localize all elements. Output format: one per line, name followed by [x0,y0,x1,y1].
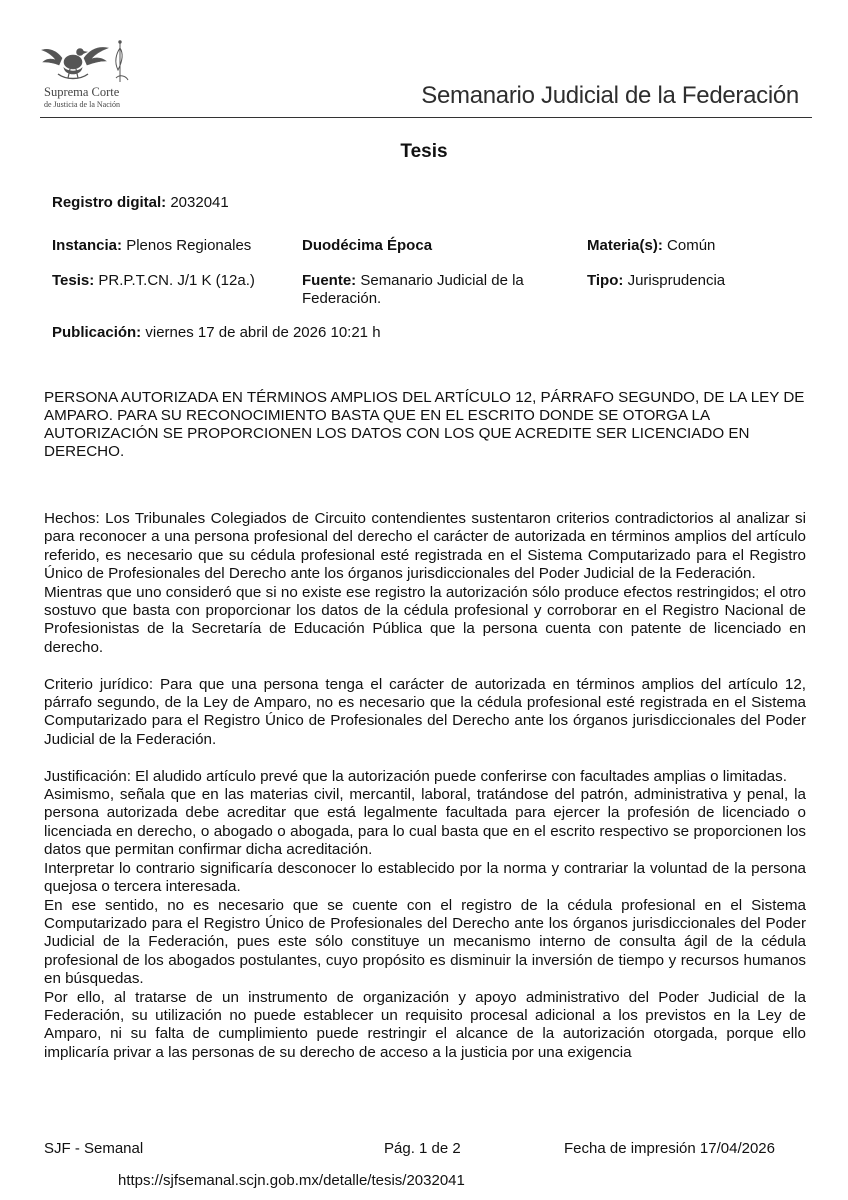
epoca [302,237,432,255]
fuente-value: Semanario Judicial de la Federación. [302,272,524,307]
materia [587,237,715,255]
print-date: Fecha de impresión 17/04/2026 [564,1140,775,1157]
tesis-value: PR.P.T.CN. J/1 K (12a.) [98,272,255,289]
tesis-clave [52,272,255,290]
materia-value: Común [667,237,716,254]
site-title: Semanario Judicial de la Federación [421,82,799,109]
paragraph-hechos: Hechos: Los Tribunales Colegiados de Circuito contendientes sustentaron criterios contradictorios al analizar si para reconocer a una persona profesional del derecho el carácter de autorizada en términos amplios del artículo referido, es necesario que su cédula profesional esté registrada en el Sistema Computarizado para el Registro Único de Profesionales del Derecho ante los órganos jurisdiccionales del Poder Judicial de la Federación. [44,510,806,583]
paragraph-justificacion-2: Asimismo, señala que en las materias civil, mercantil, laboral, tratándose del patrón, administrativa y penal, la persona autorizada debe acreditar que está legalmente facultada para ejercer la profesión de licenciado o licenciada en derecho, o abogado o abogada, para lo cual basta que en el escrito respectivo se proporcionen los datos que permitan confirmar dicha acreditación. [44,786,806,859]
paragraph-justificacion-5: Por ello, al tratarse de un instrumento de organización y apoyo administrativo del Poder Judicial de la Federación, su utilización no puede establecer un requisito procesal adicional a los previstos en la Ley de Amparo, ni su falta de cumplimiento puede restringir el alcance de la autorización otorgada, porque ello implicaría privar a las personas de su derecho de acceso a la justicia por una exigencia [44,988,806,1061]
scjn-logo [40,38,140,118]
materia-label: Materia(s): [587,237,663,254]
instancia-label: Instancia: [52,237,123,254]
paragraph-justificacion: Justificación: El aludido artículo prevé que la autorización puede conferirse con facultades amplias o limitadas. [44,767,787,785]
paragraph-hechos-cont: Mientras que uno consideró que si no existe ese registro la autorización sólo produce efectos restringidos; el otro sostuvo que basta con proporcionar los datos de la cédula profesional y corroborar en el Registro Nacional de Profesionistas de la Secretaría de Educación Pública que la persona cuenta con patente de licenciado en derecho. [44,583,806,656]
tipo [587,272,725,290]
fuente [302,272,572,308]
fuente-label: Fuente: [302,272,357,289]
tipo-label: Tipo: [587,272,624,289]
paragraph-criterio: Criterio jurídico: Para que una persona tenga el carácter de autorizada en términos amplios del artículo 12, párrafo segundo, de la Ley de Amparo, no es necesario que la cédula profesional esté registrada en el Sistema Computarizado para el Registro Único de Profesionales del Derecho ante los órganos jurisdiccionales del Poder Judicial de la Federación. [44,675,806,748]
instancia-value: Plenos Regionales [126,237,252,254]
registro-value: 2032041 [170,194,229,211]
page-number: Pág. 1 de 2 [384,1140,461,1157]
publicacion-label: Publicación: [52,324,142,341]
paragraph-justificacion-4: En ese sentido, no es necesario que se cuente con el registro de la cédula profesional en el Sistema Computarizado para el Registro Único de Profesionales del Derecho ante los órganos jurisdiccionales del Poder Judicial de la Federación, pues este sólo constituye un mecanismo interno de consulta ágil de la cédula profesional de los abogados postulantes, cuyo propósito es disminuir la inversión de tiempo y recursos humanos en búsquedas. [44,896,806,988]
instancia [52,237,251,255]
tipo-value: Jurisprudencia [627,272,726,289]
publicacion-value: viernes 17 de abril de 2026 10:21 h [145,324,381,341]
tesis-body [44,510,806,1062]
tesis-label: Tesis: [52,272,95,289]
page-header [0,0,848,120]
footer-source: SJF - Semanal [44,1140,144,1157]
registro-digital [52,194,229,212]
logo-text-justicia: de Justicia de la Nación [44,100,120,109]
publicacion [52,324,381,342]
paragraph-justificacion-3: Interpretar lo contrario significaría desconocer lo establecido por la norma y contrariar la voluntad de la persona quejosa o tercera interesada. [44,859,806,896]
logo-text-suprema-corte: Suprema Corte [44,85,120,99]
document-type-title: Tesis [400,141,448,162]
source-url-link[interactable]: https://sjfsemanal.scjn.gob.mx/detalle/tesis/2032041 [118,1172,465,1189]
eagle-emblem-icon [40,38,130,84]
tesis-heading: PERSONA AUTORIZADA EN TÉRMINOS AMPLIOS DEL ARTÍCULO 12, PÁRRAFO SEGUNDO, DE LA LEY DE AMPARO. PARA SU RECONOCIMIENTO BASTA QUE EN EL ESCRITO DONDE SE OTORGA LA AUTORIZACIÓN SE PROPORCIONEN LOS DATOS CON LOS QUE ACREDITE SER LICENCIADO EN DERECHO. [44,389,805,460]
epoca-value: Duodécima Época [302,237,433,254]
registro-label: Registro digital: [52,194,167,211]
header-divider [40,117,812,118]
